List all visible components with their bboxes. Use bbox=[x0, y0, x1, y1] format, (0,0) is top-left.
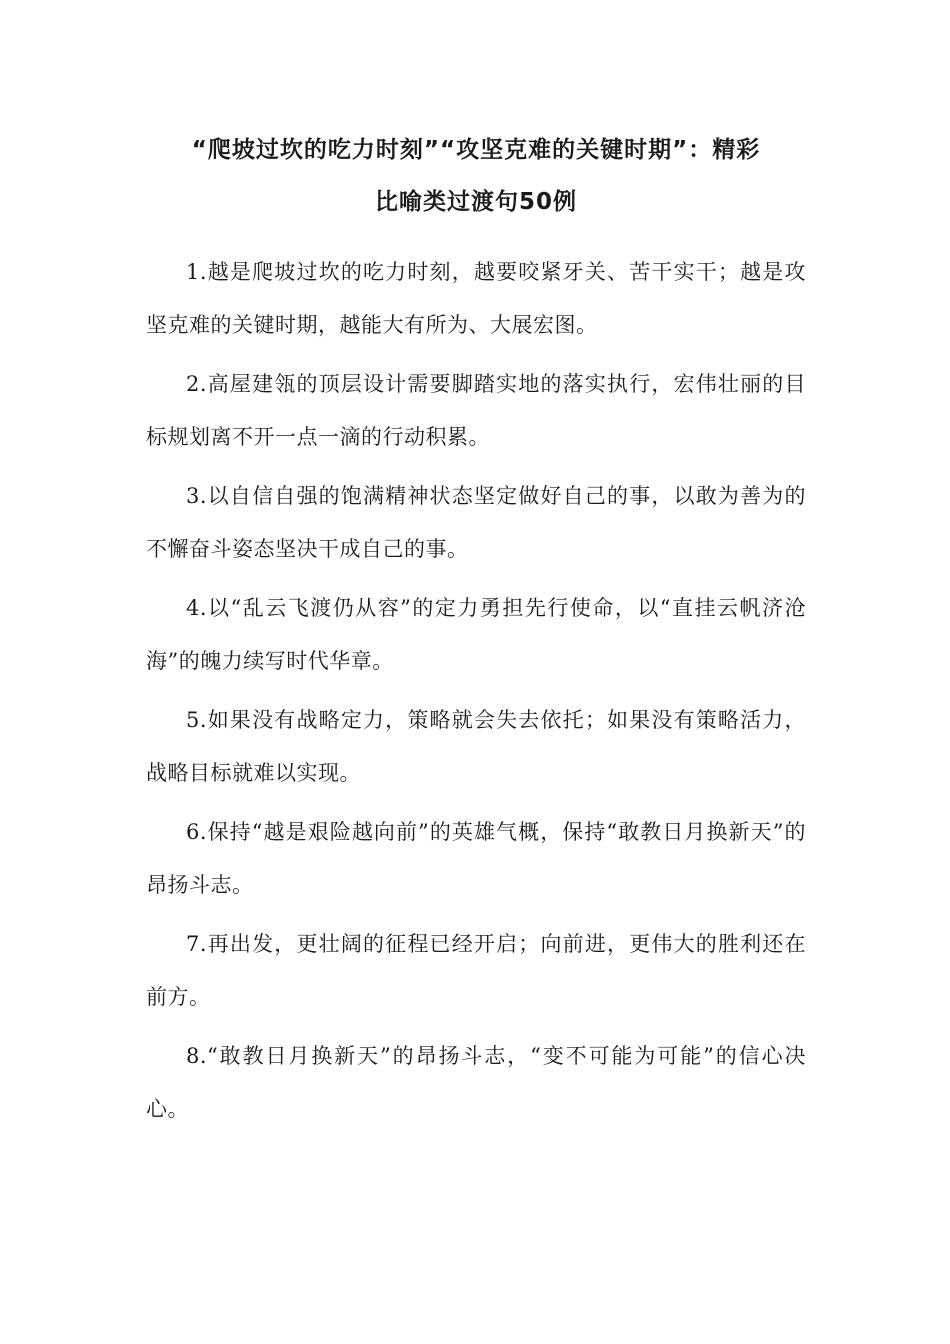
list-item: 8.“敢教日月换新天”的昂扬斗志，“变不可能为可能”的信心决心。 bbox=[146, 1044, 806, 1121]
list-item: 1.越是爬坡过坎的吃力时刻，越要咬紧牙关、苦干实干；越是攻坚克难的关键时期，越能大有所为、大展宏图。 bbox=[146, 260, 806, 337]
title-line-1: “爬坡过坎的吃力时刻”“攻坚克难的关键时期”：精彩 bbox=[191, 137, 761, 163]
list-item: 2.高屋建瓴的顶层设计需要脚踏实地的落实执行，宏伟壮丽的目标规划离不开一点一滴的行动积累。 bbox=[146, 372, 806, 449]
list-item: 5.如果没有战略定力，策略就会失去依托；如果没有策略活力，战略目标就难以实现。 bbox=[146, 708, 806, 785]
list-item: 6.保持“越是艰险越向前”的英雄气概，保持“敢教日月换新天”的昂扬斗志。 bbox=[146, 820, 806, 897]
document-page bbox=[146, 124, 806, 1142]
list-item: 3.以自信自强的饱满精神状态坚定做好自己的事，以敢为善为的不懈奋斗姿态坚决干成自己的事。 bbox=[146, 484, 806, 561]
document-title bbox=[146, 124, 806, 228]
title-line-2: 比喻类过渡句50例 bbox=[374, 189, 577, 215]
example-list bbox=[146, 246, 806, 1136]
list-item: 7.再出发，更壮阔的征程已经开启；向前进，更伟大的胜利还在前方。 bbox=[146, 932, 806, 1009]
list-item: 4.以“乱云飞渡仍从容”的定力勇担先行使命，以“直挂云帆济沧海”的魄力续写时代华章。 bbox=[146, 596, 806, 673]
